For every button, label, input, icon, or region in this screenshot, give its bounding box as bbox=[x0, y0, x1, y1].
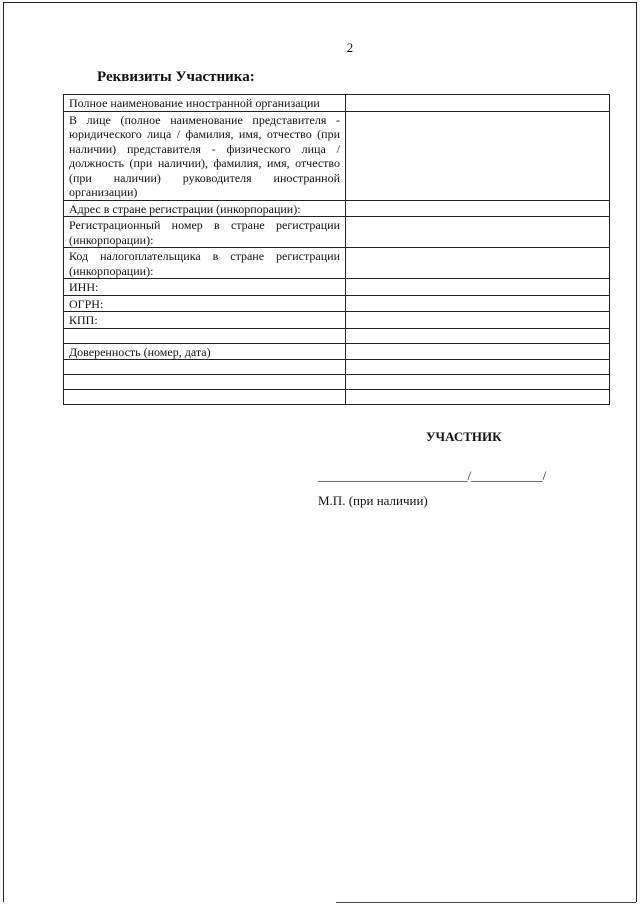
requisites-table bbox=[63, 94, 610, 405]
row-value[interactable] bbox=[346, 200, 610, 217]
row-value[interactable] bbox=[346, 312, 610, 329]
row-label bbox=[64, 328, 346, 343]
row-value[interactable] bbox=[346, 375, 610, 390]
table-row bbox=[64, 375, 610, 390]
row-value[interactable] bbox=[346, 390, 610, 405]
participant-heading: УЧАСТНИК bbox=[426, 429, 502, 444]
row-label: ОГРН: bbox=[64, 295, 346, 312]
row-label: КПП: bbox=[64, 312, 346, 329]
row-label: Доверенность (номер, дата) bbox=[64, 343, 346, 360]
row-label: Код налогоплательщика в стране регистрации (инкорпорации): bbox=[64, 248, 346, 279]
table-row bbox=[64, 390, 610, 405]
row-value[interactable] bbox=[346, 279, 610, 296]
row-label bbox=[64, 390, 346, 405]
row-value[interactable] bbox=[346, 111, 610, 200]
table-row bbox=[64, 217, 610, 248]
table-row bbox=[64, 312, 610, 329]
row-value[interactable] bbox=[346, 328, 610, 343]
table-row bbox=[64, 279, 610, 296]
table-row bbox=[64, 360, 610, 375]
row-value[interactable] bbox=[346, 360, 610, 375]
table-row bbox=[64, 295, 610, 312]
row-label bbox=[64, 375, 346, 390]
row-label: Полное наименование иностранной организации bbox=[64, 95, 346, 112]
table-row bbox=[64, 248, 610, 279]
section-title: Реквизиты Участника: bbox=[97, 69, 255, 85]
row-value[interactable] bbox=[346, 95, 610, 112]
table-row bbox=[64, 328, 610, 343]
row-label bbox=[64, 360, 346, 375]
row-value[interactable] bbox=[346, 343, 610, 360]
table-row bbox=[64, 111, 610, 200]
table-row bbox=[64, 95, 610, 112]
row-label: Регистрационный номер в стране регистрации (инкорпорации): bbox=[64, 217, 346, 248]
row-value[interactable] bbox=[346, 217, 610, 248]
row-label: ИНН: bbox=[64, 279, 346, 296]
table-row bbox=[64, 343, 610, 360]
row-value[interactable] bbox=[346, 248, 610, 279]
stamp-note: М.П. (при наличии) bbox=[318, 493, 428, 508]
row-label: Адрес в стране регистрации (инкорпорации): bbox=[64, 200, 346, 217]
signature-line[interactable]: _______________________/___________/ bbox=[318, 468, 547, 483]
row-label: В лице (полное наименование представителя - юридического лица / фамилия, имя, отчество (при наличии) представителя - физического лица / должность (при наличии), фамилия, имя, отчество (при наличии) руководителя иностранной организации) bbox=[64, 111, 346, 200]
row-value[interactable] bbox=[346, 295, 610, 312]
page-edge-line bbox=[336, 902, 636, 903]
table-row bbox=[64, 200, 610, 217]
page-number: 2 bbox=[346, 40, 354, 55]
